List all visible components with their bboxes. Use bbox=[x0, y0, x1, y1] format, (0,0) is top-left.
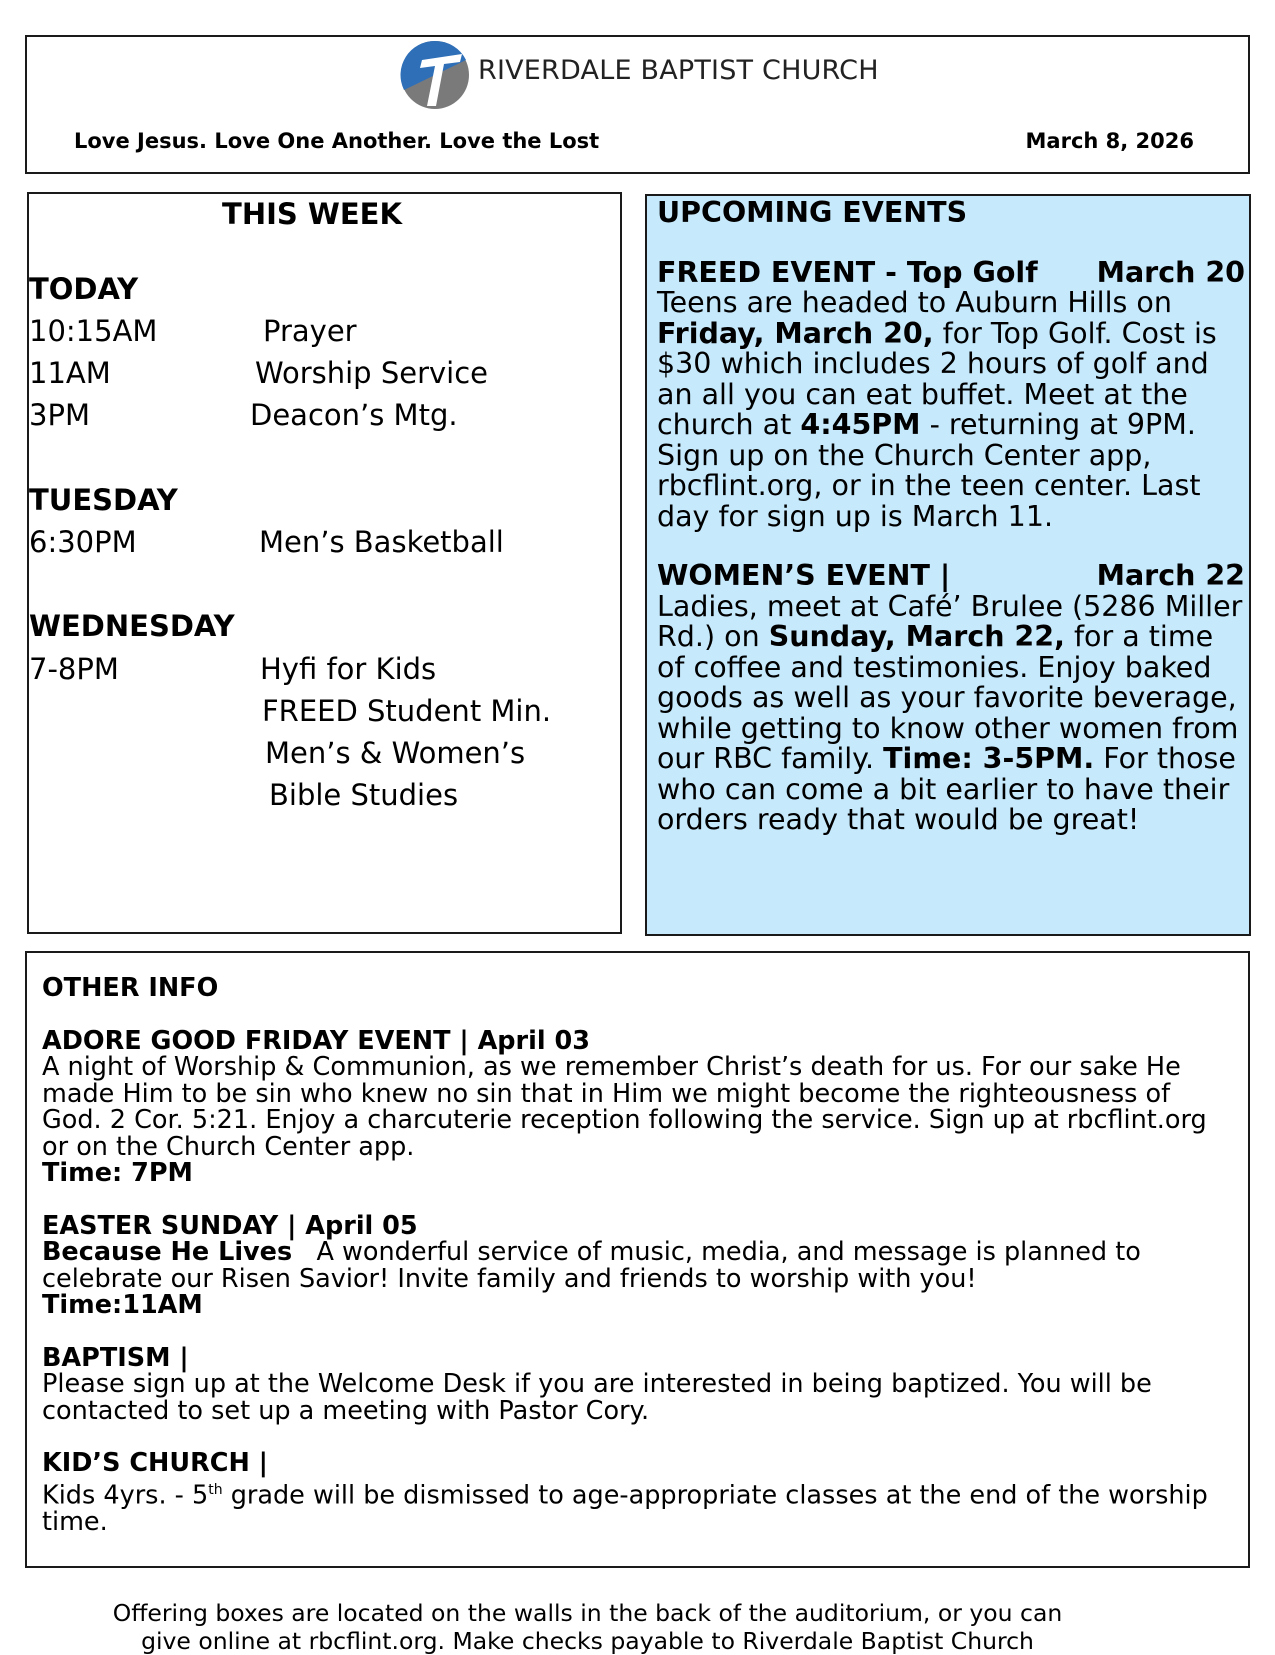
schedule-time: 7-8PM bbox=[29, 652, 119, 686]
event-name: WOMEN’S EVENT | bbox=[657, 559, 951, 592]
schedule-event: Hyfi for Kids bbox=[260, 652, 437, 686]
this-week-panel bbox=[27, 192, 622, 934]
kids-church-body: Kids 4yrs. - 5th grade will be dismissed to age-appropriate classes at the end of the worship time. bbox=[42, 1480, 1208, 1537]
schedule-event: Prayer bbox=[263, 314, 357, 348]
schedule-event: Men’s Basketball bbox=[259, 525, 504, 559]
good-friday-heading: ADORE GOOD FRIDAY EVENT | April 03 bbox=[42, 1025, 590, 1056]
event-name: FREED EVENT - Top Golf bbox=[657, 255, 1038, 289]
bulletin-date: March 8, 2026 bbox=[1025, 129, 1194, 153]
schedule-event: Men’s & Women’s bbox=[265, 736, 526, 770]
easter-subtitle: Because He Lives bbox=[42, 1237, 293, 1267]
schedule-event: FREED Student Min. bbox=[262, 694, 552, 728]
event-description: Teens are headed to Auburn Hills on Friday, March 20, for Top Golf. Cost is $30 which includes 2 hours of golf and an all you can eat buffet. Meet at the church at 4:45PM - returning at 9PM. Sign up on the Church Center app, rbcflint.org, or in the teen center. Last day for sign up is March 11. bbox=[657, 286, 1217, 533]
easter-heading: EASTER SUNDAY | April 05 bbox=[42, 1210, 418, 1241]
good-friday-body: A night of Worship & Communion, as we remember Christ’s death for us. For our sake He made Him to be sin who knew no sin that in Him we might become the righteousness of God. 2 Cor. 5:21. Enjoy a charcuterie reception following the service. Sign up at rbcflint.org or on the Church Center app. bbox=[42, 1052, 1207, 1162]
schedule-event: Deacon’s Mtg. bbox=[250, 398, 458, 432]
upcoming-events-panel bbox=[645, 194, 1251, 936]
church-logo-icon bbox=[400, 40, 470, 110]
footer-note bbox=[0, 1599, 1175, 1655]
kids-church-heading: KID’S CHURCH | bbox=[42, 1448, 268, 1478]
schedule-event: Worship Service bbox=[255, 356, 488, 390]
good-friday-time: Time: 7PM bbox=[42, 1158, 193, 1188]
easter-time: Time:11AM bbox=[42, 1290, 203, 1320]
church-motto: Love Jesus. Love One Another. Love the Lost bbox=[74, 129, 600, 153]
church-name: RIVERDALE BAPTIST CHURCH bbox=[478, 55, 879, 86]
header bbox=[25, 35, 1250, 174]
baptism-body: Please sign up at the Welcome Desk if you are interested in being baptized. You will be contacted to set up a meeting with Pastor Cory. bbox=[42, 1369, 1152, 1426]
event-date: March 22 bbox=[1096, 559, 1245, 592]
schedule-event: Bible Studies bbox=[269, 778, 459, 812]
event-heading bbox=[657, 255, 1245, 289]
event-date: March 20 bbox=[1096, 255, 1245, 289]
event-description: Ladies, meet at Café’ Brulee (5286 Miller Rd.) on Sunday, March 22, for a time of coffee and testimonies. Enjoy baked goods as well as your favorite beverage, while getting to know other women from our RBC family. Time: 3-5PM. For those who can come a bit earlier to have their orders ready that would be great! bbox=[657, 589, 1243, 836]
footer-line: Offering boxes are located on the walls in the back of the auditorium, or you can bbox=[112, 1599, 1063, 1627]
schedule-time: 10:15AM bbox=[29, 314, 158, 348]
day-label-today: TODAY bbox=[29, 272, 139, 306]
this-week-title: THIS WEEK bbox=[222, 197, 402, 231]
day-label-tuesday: TUESDAY bbox=[29, 483, 178, 517]
upcoming-title: UPCOMING EVENTS bbox=[657, 196, 968, 229]
baptism-heading: BAPTISM | bbox=[42, 1342, 189, 1373]
schedule-time: 11AM bbox=[29, 356, 111, 390]
event-heading bbox=[657, 561, 1245, 592]
schedule-time: 3PM bbox=[29, 398, 90, 432]
other-info-panel bbox=[25, 951, 1250, 1568]
easter-body: Because He Lives A wonderful service of music, media, and message is planned to celebrate our Risen Savior! Invite family and friends to worship with you! bbox=[42, 1237, 1141, 1294]
footer-line: give online at rbcflint.org. Make checks payable to Riverdale Baptist Church bbox=[141, 1627, 1034, 1655]
other-info-title: OTHER INFO bbox=[42, 973, 219, 1003]
day-label-wednesday: WEDNESDAY bbox=[29, 609, 235, 643]
schedule-time: 6:30PM bbox=[29, 525, 137, 559]
